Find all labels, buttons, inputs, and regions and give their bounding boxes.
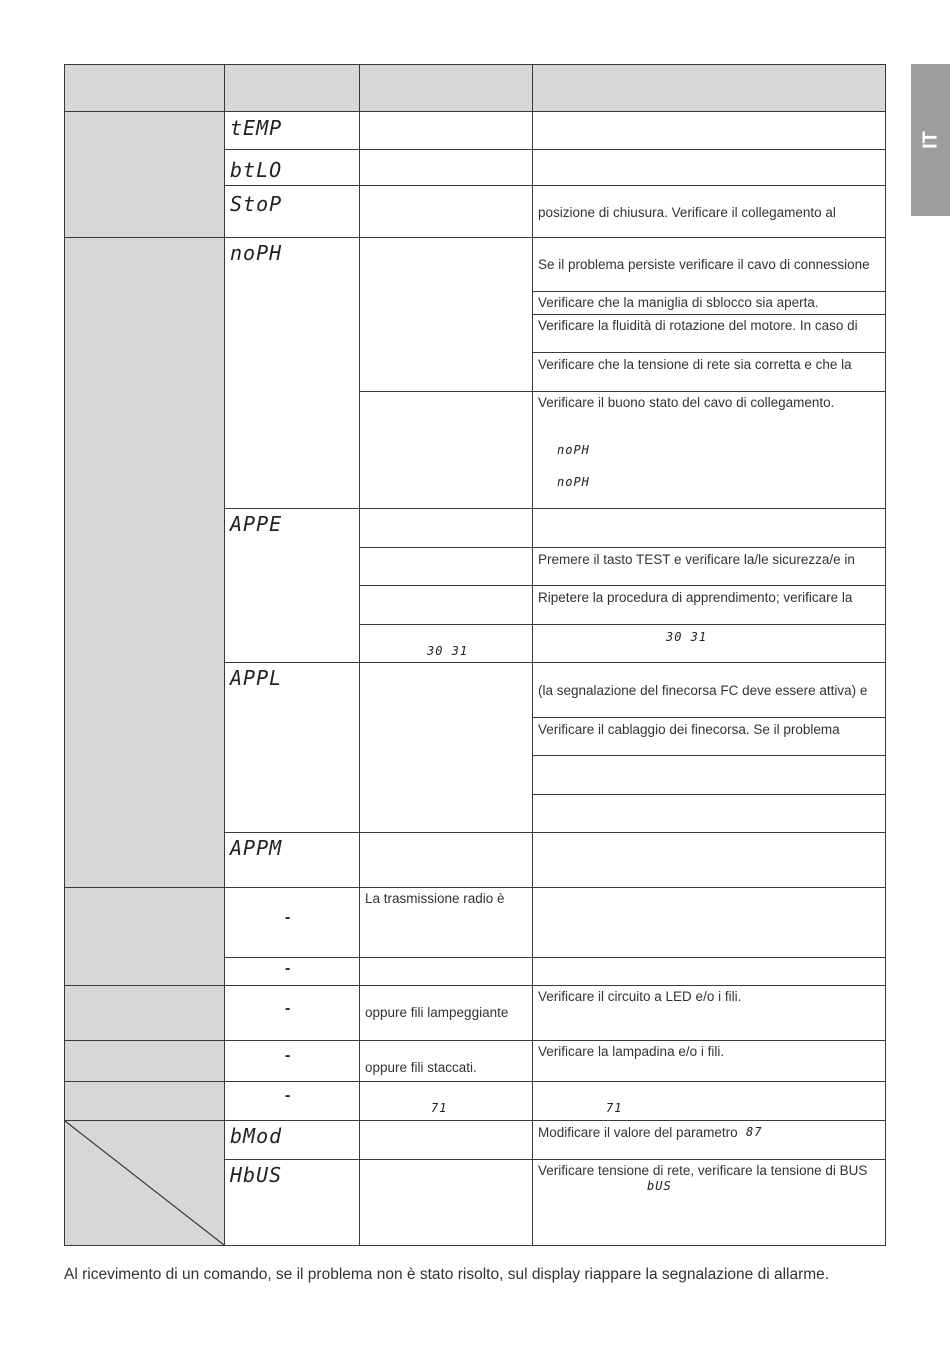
cause-cell-appe-3 [359,585,533,625]
code-cell-stop [224,185,360,238]
code-cell-radio-1 [224,887,360,958]
cause-cell-param71 [359,1081,533,1121]
cause-cell-led [359,985,533,1041]
remedy-text-noph-3: Verificare la fluidità di rotazione del motore. In caso di [538,318,858,333]
alarm-code-appl: APPL [230,666,283,690]
cause-cell-appe-2 [359,547,533,586]
remedy-text-bmod: Modificare il valore del parametro [538,1125,738,1140]
remedy-text-hbus: Verificare tensione di rete, verificare la tensione di BUS [538,1163,868,1178]
cause-cell-appe-4 [359,624,533,663]
remedy-cell-appl-3 [532,755,886,795]
group-cell-lamp [64,1040,225,1082]
remedy-cell-appe-4 [532,624,886,663]
remedy-cell-noph-1 [532,237,886,292]
cause-cell-noph-1 [359,237,533,392]
remedy-ref-param71: 71 [606,1101,623,1115]
remedy-cell-lamp [532,1040,886,1082]
remedy-cell-noph-3 [532,314,886,353]
inline-code-noph-1: noPH [557,443,590,457]
remedy-ref-appe: 30 31 [666,630,708,644]
remedy-cell-appl-1 [532,662,886,718]
alarm-code-stop: StoP [230,192,283,216]
group-cell-radio [64,887,225,986]
code-cell-btlo [224,149,360,186]
code-cell-bmod [224,1120,360,1160]
alarm-code-btlo: btLO [230,158,283,182]
group-cell-1 [64,111,225,238]
dash-radio-2: - [285,960,291,977]
code-cell-noph [224,237,360,509]
cause-cell-temp [359,111,533,150]
remedy-text-noph-2: Verificare che la maniglia di sblocco sia aperta. [538,295,819,310]
language-tab-label: IT [919,131,941,149]
remedy-param-bmod: 87 [746,1125,763,1139]
remedy-text-lamp: Verificare la lampadina e/o i fili. [538,1044,725,1059]
remedy-cell-radio-1 [532,887,886,958]
cause-cell-appe-1 [359,508,533,548]
remedy-cell-param71 [532,1081,886,1121]
code-cell-temp [224,111,360,150]
alarm-code-hbus: HbUS [230,1163,283,1187]
remedy-text-appl-1: (la segnalazione del finecorsa FC deve essere attiva) e [538,683,868,698]
code-cell-appl [224,662,360,833]
cause-text-radio: La trasmissione radio è [365,891,505,906]
remedy-cell-noph-4 [532,352,886,392]
alarm-code-appm: APPM [230,836,283,860]
code-cell-hbus [224,1159,360,1246]
language-tab [911,64,950,216]
cause-cell-btlo [359,149,533,186]
alarm-code-bmod: bMod [230,1124,283,1148]
header-cell-display [224,64,360,112]
cause-ref-param71: 71 [431,1101,448,1115]
remedy-text-appe-2: Premere il tasto TEST e verificare la/le sicurezza/e in [538,552,855,567]
remedy-cell-appm [532,832,886,888]
cause-cell-appl [359,662,533,833]
remedy-text-noph-1: Se il problema persiste verificare il cavo di connessione [538,257,870,272]
group-cell-param71 [64,1081,225,1121]
cause-cell-noph-2 [359,391,533,509]
remedy-cell-noph-5 [532,391,886,509]
remedy-text-appe-3: Ripetere la procedura di apprendimento; verificare la [538,590,853,605]
inline-code-bus: bUS [647,1179,672,1193]
cause-cell-bmod [359,1120,533,1160]
remedy-cell-radio-2 [532,957,886,986]
group-cell-bus [64,1120,225,1246]
remedy-cell-temp [532,111,886,150]
remedy-text-appl-2: Verificare il cablaggio dei finecorsa. Se il problema [538,722,840,737]
cause-cell-lamp [359,1040,533,1082]
cause-text-led: oppure fili lampeggiante [365,1005,509,1020]
remedy-cell-appe-2 [532,547,886,586]
cause-cell-radio-2 [359,957,533,986]
remedy-cell-appe-3 [532,585,886,625]
alarm-code-temp: tEMP [230,116,283,140]
cause-cell-appm [359,832,533,888]
remedy-cell-led [532,985,886,1041]
diagonal-line [64,1120,225,1246]
remedy-text-noph-4: Verificare che la tensione di rete sia corretta e che la [538,357,852,372]
code-cell-param71 [224,1081,360,1121]
cause-cell-stop [359,185,533,238]
remedy-text-led: Verificare il circuito a LED e/o i fili. [538,989,742,1004]
remedy-text-noph-5: Verificare il buono stato del cavo di collegamento. [538,395,835,410]
footer-note: Al ricevimento di un comando, se il problema non è stato risolto, sul display riappare la segnalazione di allarme. [64,1266,830,1283]
remedy-cell-btlo [532,149,886,186]
inline-code-noph-2: noPH [557,475,590,489]
alarm-code-appe: APPE [230,512,283,536]
cause-cell-hbus [359,1159,533,1246]
remedy-cell-appl-2 [532,717,886,756]
code-cell-led [224,985,360,1041]
dash-param71: - [285,1087,291,1104]
cause-cell-radio-1 [359,887,533,958]
dash-lamp: - [285,1047,291,1064]
dash-led: - [285,1000,291,1017]
group-cell-led [64,985,225,1041]
remedy-cell-bmod [532,1120,886,1160]
remedy-cell-noph-2 [532,291,886,315]
header-cell-remedy [532,64,886,112]
code-cell-appm [224,832,360,888]
group-cell-2 [64,237,225,888]
code-cell-lamp [224,1040,360,1082]
alarm-code-noph: noPH [230,241,283,265]
cause-text-lamp: oppure fili staccati. [365,1060,477,1075]
remedy-cell-appl-4 [532,794,886,833]
code-cell-appe [224,508,360,663]
header-cell-cause [359,64,533,112]
cause-ref-appe: 30 31 [427,644,469,658]
remedy-cell-stop [532,185,886,238]
header-cell-signal [64,64,225,112]
remedy-cell-hbus [532,1159,886,1246]
code-cell-radio-2 [224,957,360,986]
remedy-text-stop: posizione di chiusura. Verificare il collegamento al [538,205,836,220]
dash-radio-1: - [285,909,291,926]
remedy-cell-appe-1 [532,508,886,548]
